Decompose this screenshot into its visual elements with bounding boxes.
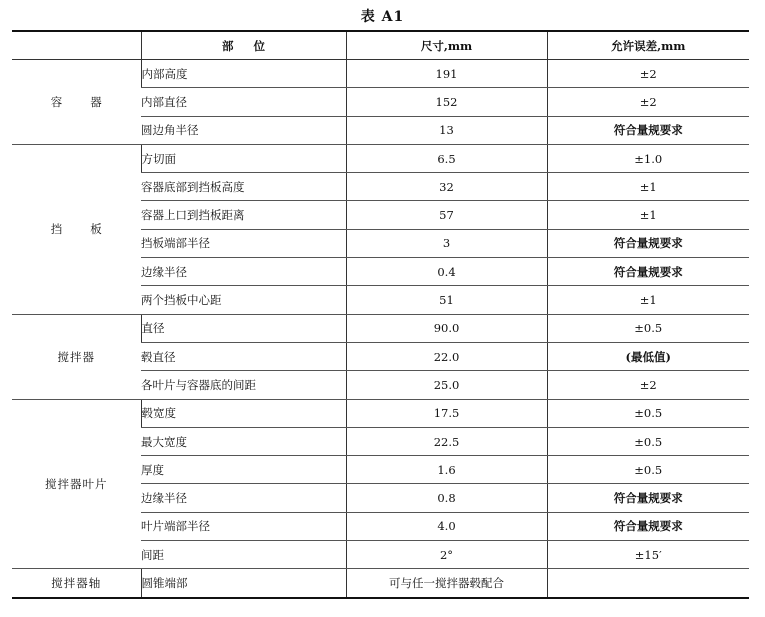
cell-dimension: 6.5 bbox=[346, 144, 547, 172]
cell-tolerance: ±2 bbox=[547, 371, 749, 399]
cell-tolerance: 符合量规要求 bbox=[547, 512, 749, 540]
cell-dimension: 17.5 bbox=[346, 399, 547, 427]
header-group bbox=[12, 31, 141, 60]
header-dimension: 尺寸,mm bbox=[346, 31, 547, 60]
cell-dimension: 2° bbox=[346, 541, 547, 569]
cell-part: 叶片端部半径 bbox=[141, 512, 346, 540]
table-row bbox=[12, 399, 749, 427]
table-row bbox=[12, 569, 749, 598]
cell-part: 挡板端部半径 bbox=[141, 229, 346, 257]
cell-dimension: 13 bbox=[346, 116, 547, 144]
cell-tolerance: ±1.0 bbox=[547, 144, 749, 172]
cell-dimension: 22.5 bbox=[346, 427, 547, 455]
cell-part: 间距 bbox=[141, 541, 346, 569]
cell-dimension: 0.8 bbox=[346, 484, 547, 512]
cell-part: 圆边角半径 bbox=[141, 116, 346, 144]
cell-dimension: 191 bbox=[346, 60, 547, 88]
cell-tolerance: 符合量规要求 bbox=[547, 229, 749, 257]
cell-tolerance: (最低值) bbox=[547, 342, 749, 370]
cell-tolerance: ±0.5 bbox=[547, 456, 749, 484]
cell-dimension: 32 bbox=[346, 173, 547, 201]
cell-part: 方切面 bbox=[141, 144, 346, 172]
table-row bbox=[12, 144, 749, 172]
cell-dimension: 0.4 bbox=[346, 258, 547, 286]
dimensions-table bbox=[12, 30, 749, 599]
cell-part: 各叶片与容器底的间距 bbox=[141, 371, 346, 399]
cell-part: 边缘半径 bbox=[141, 484, 346, 512]
cell-dimension: 152 bbox=[346, 88, 547, 116]
cell-part: 容器底部到挡板高度 bbox=[141, 173, 346, 201]
cell-tolerance: ±1 bbox=[547, 173, 749, 201]
cell-tolerance: ±1 bbox=[547, 201, 749, 229]
cell-tolerance: ±2 bbox=[547, 88, 749, 116]
cell-part: 毂直径 bbox=[141, 342, 346, 370]
cell-tolerance bbox=[547, 569, 749, 598]
cell-tolerance: 符合量规要求 bbox=[547, 116, 749, 144]
cell-part: 内部高度 bbox=[141, 60, 346, 88]
cell-tolerance: ±2 bbox=[547, 60, 749, 88]
header-part: 部位 bbox=[141, 31, 346, 60]
table-caption: 表 A1 bbox=[360, 9, 405, 25]
cell-part: 圆锥端部 bbox=[141, 569, 346, 598]
header-row bbox=[12, 31, 749, 60]
cell-dimension: 22.0 bbox=[346, 342, 547, 370]
cell-dimension: 25.0 bbox=[346, 371, 547, 399]
cell-part: 容器上口到挡板距离 bbox=[141, 201, 346, 229]
cell-tolerance: 符合量规要求 bbox=[547, 258, 749, 286]
cell-dimension: 90.0 bbox=[346, 314, 547, 342]
cell-dimension: 4.0 bbox=[346, 512, 547, 540]
cell-part: 内部直径 bbox=[141, 88, 346, 116]
cell-tolerance: ±0.5 bbox=[547, 427, 749, 455]
cell-dimension: 51 bbox=[346, 286, 547, 314]
group-shaft: 搅拌器轴 bbox=[12, 569, 141, 598]
cell-part: 直径 bbox=[141, 314, 346, 342]
cell-part: 边缘半径 bbox=[141, 258, 346, 286]
group-baffle: 挡板 bbox=[12, 144, 141, 314]
group-container: 容器 bbox=[12, 60, 141, 145]
cell-tolerance: ±15′ bbox=[547, 541, 749, 569]
group-blade: 搅拌器叶片 bbox=[12, 399, 141, 569]
group-stirrer: 搅拌器 bbox=[12, 314, 141, 399]
cell-part: 最大宽度 bbox=[141, 427, 346, 455]
cell-tolerance: ±1 bbox=[547, 286, 749, 314]
cell-tolerance: ±0.5 bbox=[547, 399, 749, 427]
cell-dimension: 3 bbox=[346, 229, 547, 257]
cell-part: 两个挡板中心距 bbox=[141, 286, 346, 314]
cell-tolerance: ±0.5 bbox=[547, 314, 749, 342]
header-tolerance: 允许误差,mm bbox=[547, 31, 749, 60]
cell-dimension: 可与任一搅拌器毂配合 bbox=[346, 569, 547, 598]
table-row bbox=[12, 60, 749, 88]
cell-dimension: 57 bbox=[346, 201, 547, 229]
cell-part: 毂宽度 bbox=[141, 399, 346, 427]
cell-part: 厚度 bbox=[141, 456, 346, 484]
cell-tolerance: 符合量规要求 bbox=[547, 484, 749, 512]
table-row bbox=[12, 314, 749, 342]
cell-dimension: 1.6 bbox=[346, 456, 547, 484]
